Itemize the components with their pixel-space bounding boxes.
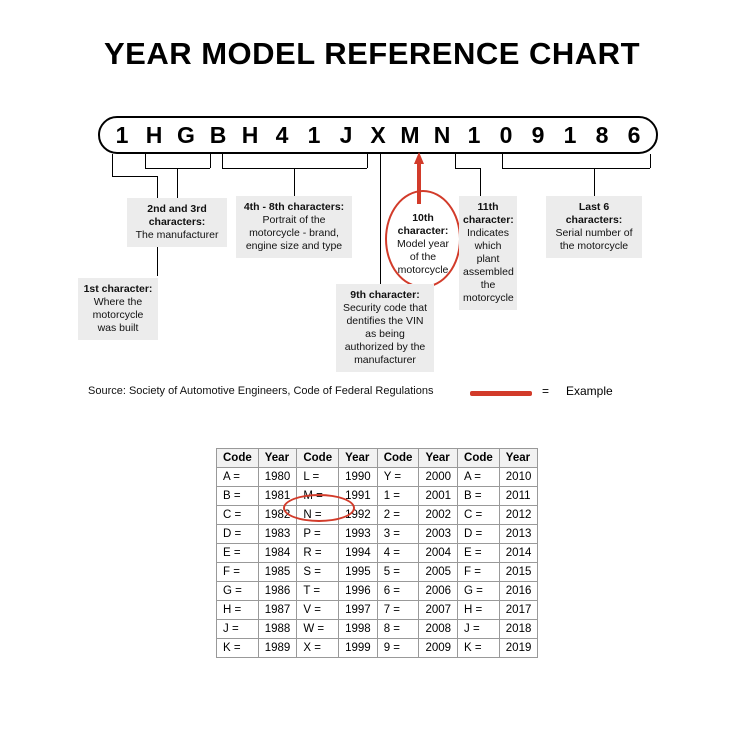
table-cell: A = (458, 468, 500, 487)
leader-line (210, 154, 211, 168)
table-cell: J = (217, 620, 259, 639)
table-cell: 1991 (339, 487, 378, 506)
table-cell: Y = (377, 468, 419, 487)
table-row (217, 601, 538, 620)
table-cell: T = (297, 582, 339, 601)
leader-line (594, 168, 595, 196)
table-cell: 3 = (377, 525, 419, 544)
table-cell: 5 = (377, 563, 419, 582)
table-cell: 1992 (339, 506, 378, 525)
table-cell: 2003 (419, 525, 458, 544)
table-cell: 2000 (419, 468, 458, 487)
vin-char: 1 (467, 122, 481, 148)
table-cell: 2008 (419, 620, 458, 639)
table-cell: K = (458, 639, 500, 658)
table-row (217, 582, 538, 601)
vin-character-row (98, 116, 658, 154)
callout-heading: 2nd and 3rd characters: (147, 203, 207, 228)
callout-eleventh-character (459, 196, 517, 310)
table-header-cell: Code (458, 449, 500, 468)
callout-fourth-eighth-characters (236, 196, 352, 258)
leader-line (502, 168, 650, 169)
table-cell: 1995 (339, 563, 378, 582)
legend-label: Example (566, 384, 613, 398)
vin-char: H (145, 122, 163, 148)
table-cell: D = (217, 525, 259, 544)
table-cell: 1994 (339, 544, 378, 563)
vin-char: 6 (627, 122, 641, 148)
table-cell: L = (297, 468, 339, 487)
table-header-cell: Year (258, 449, 297, 468)
leader-line (650, 154, 651, 168)
leader-line (222, 154, 223, 168)
table-header-cell: Year (339, 449, 378, 468)
table-cell: 2017 (499, 601, 538, 620)
table-cell: R = (297, 544, 339, 563)
vin-char: G (177, 122, 195, 148)
vin-char: 8 (595, 122, 609, 148)
table-cell: H = (217, 601, 259, 620)
callout-body: Model year of the motorcycle (397, 238, 449, 276)
table-cell: 1998 (339, 620, 378, 639)
table-cell: 2 = (377, 506, 419, 525)
table-cell: 1996 (339, 582, 378, 601)
table-cell: 6 = (377, 582, 419, 601)
table-cell: 1 = (377, 487, 419, 506)
callout-heading: Last 6 characters: (565, 201, 623, 226)
red-arrow-icon (414, 152, 424, 204)
callout-heading: 1st character: (83, 283, 153, 295)
vin-char: 4 (275, 122, 289, 148)
table-cell: C = (458, 506, 500, 525)
table-cell: 2019 (499, 639, 538, 658)
leader-line (177, 168, 178, 198)
table-cell: J = (458, 620, 500, 639)
table-cell: 8 = (377, 620, 419, 639)
table-cell: 1999 (339, 639, 378, 658)
table-cell: G = (217, 582, 259, 601)
table-cell: 2007 (419, 601, 458, 620)
leader-line (380, 154, 381, 284)
leader-line (502, 154, 503, 168)
table-cell: 9 = (377, 639, 419, 658)
table-cell: A = (217, 468, 259, 487)
table-cell: V = (297, 601, 339, 620)
table-cell: S = (297, 563, 339, 582)
table-cell: M = (297, 487, 339, 506)
leader-line (455, 168, 480, 169)
table-cell: 1988 (258, 620, 297, 639)
vin-char: M (400, 122, 420, 148)
callout-body: Where the motorcycle was built (92, 296, 144, 334)
table-cell: 2009 (419, 639, 458, 658)
leader-line (480, 168, 481, 196)
callout-heading: 11th character: (463, 201, 514, 226)
table-header-cell: Year (419, 449, 458, 468)
table-cell: 2005 (419, 563, 458, 582)
source-note: Source: Society of Automotive Engineers, Code of Federal Regulations (88, 385, 434, 397)
vin-char: H (241, 122, 259, 148)
callout-body: Security code that dentifies the VIN as being authorized by the manufacturer (342, 302, 428, 366)
table-cell: 2010 (499, 468, 538, 487)
table-cell: 2016 (499, 582, 538, 601)
table-cell: E = (458, 544, 500, 563)
table-row (217, 525, 538, 544)
table-cell: 2013 (499, 525, 538, 544)
table-row (217, 506, 538, 525)
vin-char: J (339, 122, 353, 148)
table-cell: 2014 (499, 544, 538, 563)
table-cell: W = (297, 620, 339, 639)
table-cell: 2006 (419, 582, 458, 601)
leader-line (112, 154, 113, 176)
table-cell: 1986 (258, 582, 297, 601)
table-cell: C = (217, 506, 259, 525)
table-row (217, 487, 538, 506)
leader-line (455, 154, 456, 168)
callout-heading: 4th - 8th characters: (243, 201, 345, 213)
vin-char: B (209, 122, 227, 148)
callout-heading: 10th character: (397, 212, 449, 237)
table-cell: 1980 (258, 468, 297, 487)
vin-char: 1 (115, 122, 129, 148)
table-row (217, 544, 538, 563)
vin-char: X (370, 122, 386, 148)
table-cell: 7 = (377, 601, 419, 620)
table-header-row (217, 449, 538, 468)
table-row (217, 468, 538, 487)
table-cell: F = (217, 563, 259, 582)
table-header-cell: Code (297, 449, 339, 468)
table-cell: H = (458, 601, 500, 620)
callout-body: Indicates which plant assembled the motorcycle (463, 227, 514, 304)
table-row (217, 620, 538, 639)
table-cell: 1981 (258, 487, 297, 506)
table-cell: B = (217, 487, 259, 506)
callout-ninth-character (336, 284, 434, 372)
leader-line (294, 168, 295, 196)
table-row (217, 639, 538, 658)
table-cell: 1997 (339, 601, 378, 620)
vin-char: 0 (499, 122, 513, 148)
table-cell: 2015 (499, 563, 538, 582)
table-cell: X = (297, 639, 339, 658)
table-cell: 1985 (258, 563, 297, 582)
table-cell: 1989 (258, 639, 297, 658)
table-cell: 1990 (339, 468, 378, 487)
callout-body: Portrait of the motorcycle - brand, engine size and type (245, 214, 343, 252)
table-cell: 1983 (258, 525, 297, 544)
vin-char: 1 (563, 122, 577, 148)
table-cell: 1993 (339, 525, 378, 544)
table-cell: 2011 (499, 487, 538, 506)
leader-line (367, 154, 368, 168)
table-header-cell: Year (499, 449, 538, 468)
vin-char: 9 (531, 122, 545, 148)
table-cell: 2002 (419, 506, 458, 525)
callout-body: The manufacturer (135, 229, 219, 241)
table-cell: N = (297, 506, 339, 525)
table-cell: G = (458, 582, 500, 601)
table-cell: 2004 (419, 544, 458, 563)
table-cell: 2018 (499, 620, 538, 639)
callout-heading: 9th character: (350, 289, 420, 301)
leader-line (112, 176, 157, 177)
table-cell: B = (458, 487, 500, 506)
callout-first-character (78, 278, 158, 340)
table-cell: 4 = (377, 544, 419, 563)
leader-line (145, 154, 146, 168)
legend-equals: = (542, 384, 550, 398)
table-cell: 1984 (258, 544, 297, 563)
page-title: YEAR MODEL REFERENCE CHART (103, 36, 641, 71)
table-cell: 2012 (499, 506, 538, 525)
table-header-cell: Code (377, 449, 419, 468)
callout-second-third-characters (127, 198, 227, 247)
table-header-cell: Code (217, 449, 259, 468)
vin-char: N (433, 122, 451, 148)
table-cell: 1982 (258, 506, 297, 525)
callout-tenth-character (392, 207, 454, 282)
table-row (217, 563, 538, 582)
table-cell: 2001 (419, 487, 458, 506)
table-cell: K = (217, 639, 259, 658)
code-year-table (216, 448, 538, 658)
vin-char: 1 (307, 122, 321, 148)
table-cell: 1987 (258, 601, 297, 620)
callout-body: Serial number of the motorcycle (555, 227, 633, 252)
table-cell: E = (217, 544, 259, 563)
legend-color-swatch (470, 391, 532, 396)
table-cell: P = (297, 525, 339, 544)
callout-last-six-characters (546, 196, 642, 258)
table-cell: D = (458, 525, 500, 544)
table-cell: F = (458, 563, 500, 582)
